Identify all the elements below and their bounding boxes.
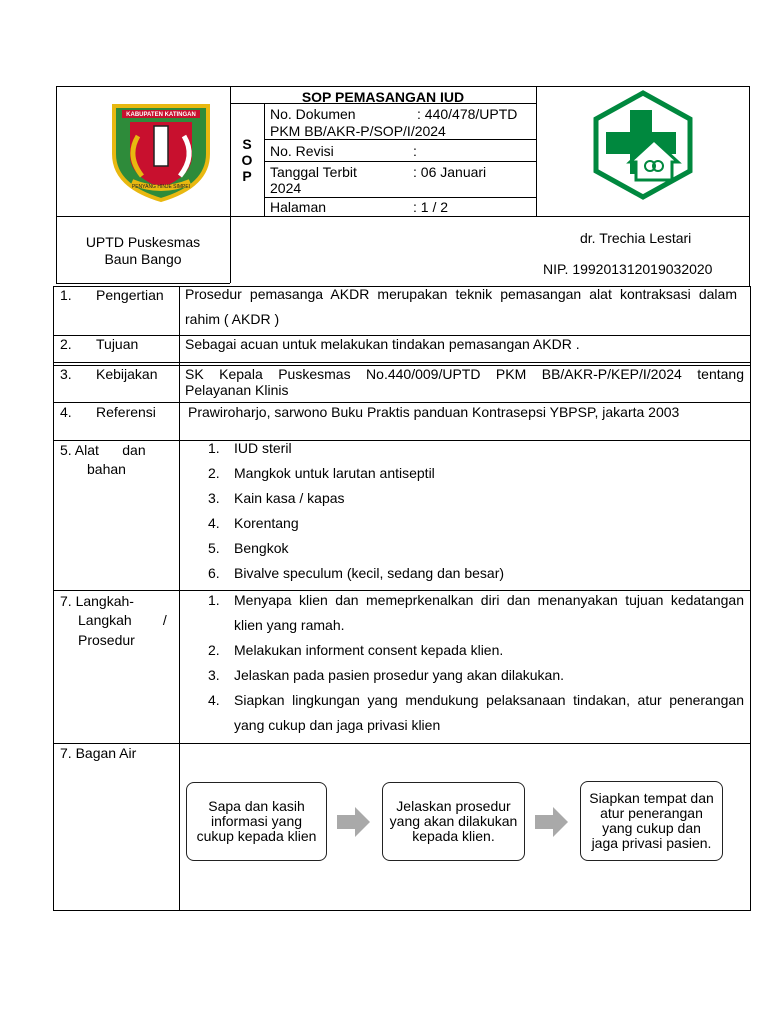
kabupaten-katingan-logo bbox=[108, 96, 214, 204]
org-name-line1: UPTD Puskesmas bbox=[85, 234, 201, 250]
date-label: Tanggal Terbit bbox=[270, 164, 357, 180]
puskesmas-logo bbox=[590, 90, 696, 200]
row-number: 3. bbox=[60, 366, 72, 382]
sop-letter-p: P bbox=[242, 168, 252, 184]
flow-box-2: Jelaskan prosedur yang akan dilakukan kepada klien. bbox=[382, 782, 525, 861]
logo-motto-text: PENYANG HINJE SIMPEI bbox=[131, 184, 191, 190]
list-item: 3. Kain kasa / kapas bbox=[208, 490, 345, 506]
page-label: Halaman bbox=[270, 199, 327, 215]
row-label: 5. Alat dan bbox=[60, 442, 146, 458]
row-label: 7. Bagan Air bbox=[60, 745, 137, 761]
signer-nip: NIP. 199201312019032020 bbox=[543, 261, 713, 277]
revision-value: : bbox=[413, 143, 417, 159]
list-item: 2. Mangkok untuk larutan antiseptil bbox=[208, 465, 435, 481]
row-number: 2. bbox=[60, 336, 72, 352]
row-label: Kebijakan bbox=[96, 366, 158, 382]
row-label: Pengertian bbox=[96, 287, 164, 303]
alat-list bbox=[208, 436, 743, 586]
flow-arrow-icon bbox=[535, 806, 569, 838]
list-item: 2. Melakukan informent consent kepada klien. bbox=[208, 642, 504, 658]
list-item: 1. Menyapa klien dan memeprkenalkan diri dan menanyakan tujuan kedatangan klien yang ramah. bbox=[208, 592, 744, 633]
row-content: Prawiroharjo, sarwono Buku Praktis panduan Kontrasepsi YBPSP, jakarta 2003 bbox=[188, 404, 680, 420]
list-item: 6. Bivalve speculum (kecil, sedang dan besar) bbox=[208, 565, 505, 581]
row-number: 1. bbox=[60, 287, 72, 303]
row-label: Tujuan bbox=[96, 336, 139, 352]
date-year: 2024 bbox=[270, 180, 302, 196]
list-item: 5. Bengkok bbox=[208, 540, 289, 556]
sop-title: SOP PEMASANGAN IUD bbox=[301, 89, 465, 105]
doc-no-label: No. Dokumen bbox=[270, 106, 356, 122]
row-content: SK Kepala Puskesmas No.440/009/UPTD PKM BB/AKR-P/KEP/I/2024 tentang Pelayanan Klinis bbox=[185, 366, 744, 398]
list-item: 4. Siapkan lingkungan yang mendukung pelaksanaan tindakan, atur penerangan yang cukup dan jaga privasi klien bbox=[208, 692, 744, 733]
page-value: : 1 / 2 bbox=[413, 199, 449, 215]
logo-banner-text: KABUPATEN KATINGAN bbox=[126, 112, 196, 118]
date-value: : 06 Januari bbox=[413, 164, 487, 180]
list-item: 4. Korentang bbox=[208, 515, 299, 531]
row-content: Prosedur pemasanga AKDR merupakan teknik pemasangan alat kontraksasi dalam rahim ( AKDR ) bbox=[185, 286, 737, 327]
doc-no-value-cont: PKM BB/AKR-P/SOP/I/2024 bbox=[270, 123, 446, 139]
signer-name: dr. Trechia Lestari bbox=[580, 230, 692, 246]
list-item: 3. Jelaskan pada pasien prosedur yang akan dilakukan. bbox=[208, 667, 565, 683]
sop-letter-o: O bbox=[241, 152, 253, 168]
row-number: 4. bbox=[60, 404, 72, 420]
list-item: 1. IUD steril bbox=[208, 440, 292, 456]
flow-box-3: Siapkan tempat dan atur penerangan yang cukup dan jaga privasi pasien. bbox=[580, 781, 723, 861]
row-label-cont: bahan bbox=[87, 461, 126, 477]
flow-arrow-icon bbox=[337, 806, 371, 838]
row-label: Referensi bbox=[96, 404, 156, 420]
row-label-cont: Langkah / bbox=[78, 612, 167, 628]
langkah-list bbox=[208, 588, 744, 738]
doc-no-value: : 440/478/UPTD bbox=[417, 106, 518, 122]
org-name-line2: Baun Bango bbox=[104, 251, 182, 267]
sop-letter-s: S bbox=[242, 136, 252, 152]
row-label: 7. Langkah- bbox=[60, 593, 134, 609]
revision-label: No. Revisi bbox=[270, 143, 334, 159]
flow-box-1: Sapa dan kasih informasi yang cukup kepada klien bbox=[186, 782, 327, 861]
row-content: Sebagai acuan untuk melakukan tindakan pemasangan AKDR . bbox=[185, 336, 580, 352]
row-label-cont: Prosedur bbox=[78, 632, 135, 648]
